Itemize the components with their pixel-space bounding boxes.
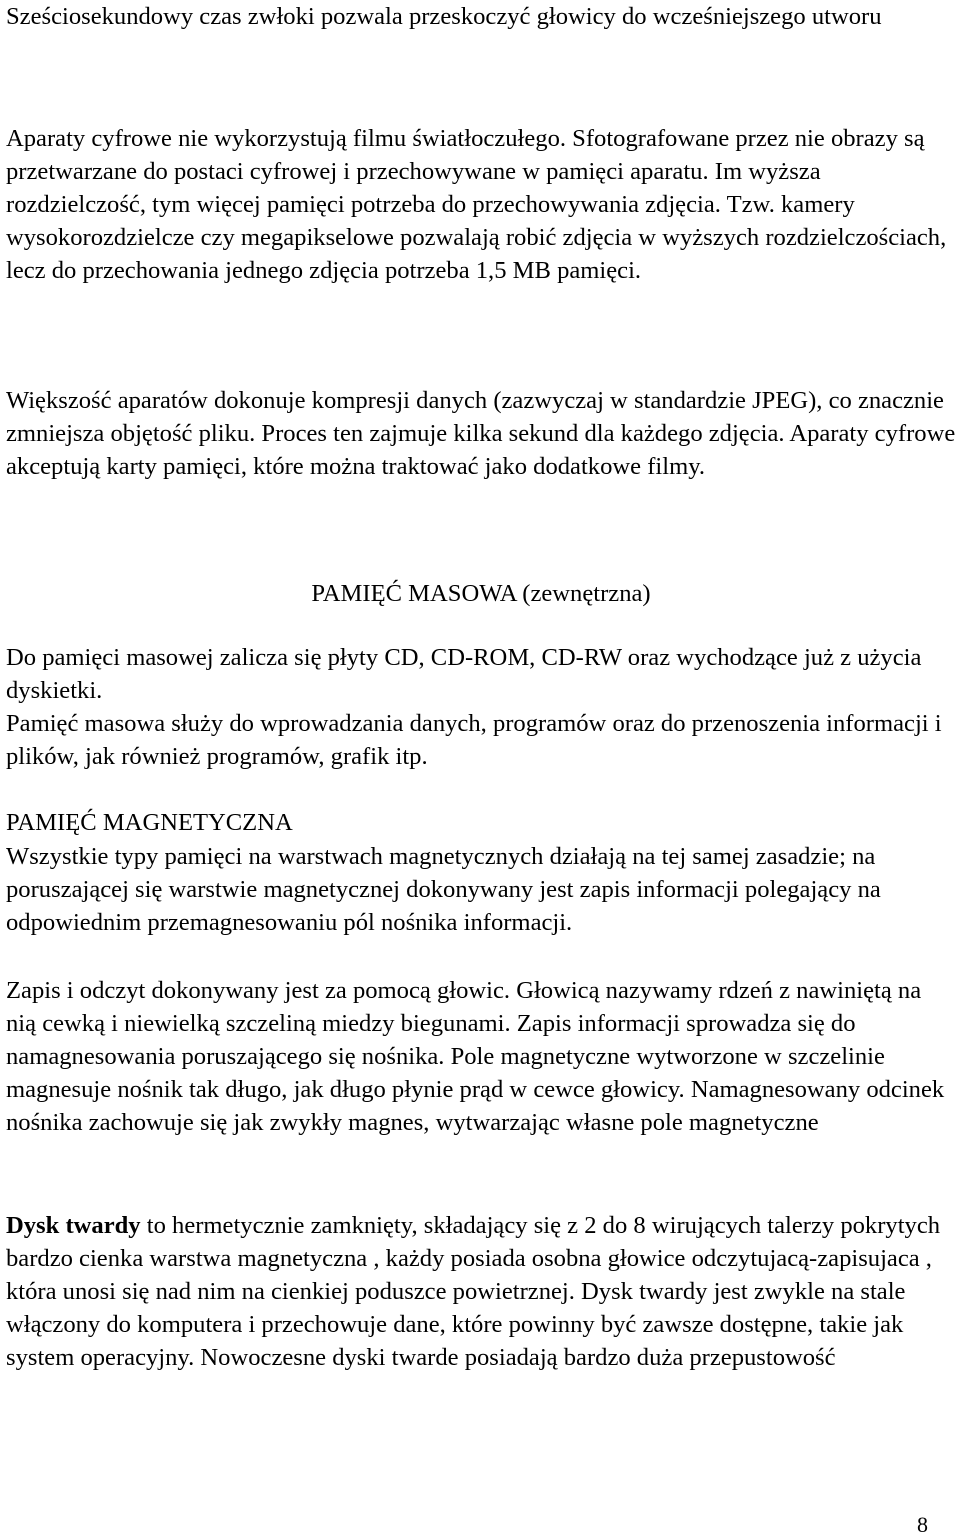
paragraph-audio-delay: Sześciosekundowy czas zwłoki pozwala przeskoczyć głowicy do wcześniejszego utworu xyxy=(6,3,882,30)
paragraph-magnetic-principle: Wszystkie typy pamięci na warstwach magnetycznych działają na tej samej zasadzie; na poruszającej się warstwie magnetycznej dokonywany jest zapis informacji polegający na odpowiednim przemagnesowaniu pól nośnika informacji. xyxy=(6,843,881,936)
paragraph-compression: Większość aparatów dokonuje kompresji danych (zazwyczaj w standardzie JPEG), co znacznie zmniejsza objętość pliku. Proces ten zajmuje kilka sekund dla każdego zdjęcia. Aparaty cyfrowe akceptują karty pamięci, które można traktować jako dodatkowe filmy. xyxy=(6,387,956,480)
hard-disk-description: to hermetycznie zamknięty, składający się z 2 do 8 wirujących talerzy pokrytych bardzo cienka warstwa magnetyczna , każdy posiada osobna głowice odczytujacą-zapisujaca , która unosi się nad nim na cienkiej poduszce powietrznej. Dysk twardy jest zwykle na stale włączony do komputera i przechowuje dane, które powinny być zawsze dostępne, takie jak system operacyjny. Nowoczesne dyski twarde posiadają bardzo duża przepustowość xyxy=(6,1212,941,1371)
term-hard-disk: Dysk twardy xyxy=(6,1212,141,1239)
paragraph-digital-cameras: Aparaty cyfrowe nie wykorzystują filmu światłoczułego. Sfotografowane przez nie obrazy są przetwarzane do postaci cyfrowej i przechowywane w pamięci aparatu. Im wyższa rozdzielczość, tym więcej pamięci potrzeba do przechowywania zdjęcia. Tzw. kamery wysokorozdzielcze czy megapikselowe pozwalają robić zdjęcia w wyższych rozdzielczościach, lecz do przechowania jednego zdjęcia potrzeba 1,5 MB pamięci. xyxy=(6,125,947,284)
paragraph-hard-disk xyxy=(6,1209,956,1374)
paragraph-mass-memory-types: Do pamięci masowej zalicza się płyty CD, CD-ROM, CD-RW oraz wychodzące już z użycia dyskietki. xyxy=(6,644,922,704)
paragraph-read-write-heads: Zapis i odczyt dokonywany jest za pomocą głowic. Głowicą nazywamy rdzeń z nawiniętą na nią cewką i niewielką szczeliną miedzy biegunami. Zapis informacji sprowadza się do namagnesowania poruszającego się nośnika. Pole magnetyczne wytworzone w szczelinie magnesuje nośnik tak długo, jak długo płynie prąd w cewce głowicy. Namagnesowany odcinek nośnika zachowuje się jak zwykły magnes, wytwarzając własne pole magnetyczne xyxy=(6,977,945,1136)
heading-mass-memory: PAMIĘĆ MASOWA (zewnętrzna) xyxy=(311,580,651,607)
heading-magnetic-memory: PAMIĘĆ MAGNETYCZNA xyxy=(6,809,293,836)
page-number: 8 xyxy=(917,1512,928,1537)
paragraph-mass-memory-usage: Pamięć masowa służy do wprowadzania danych, programów oraz do przenoszenia informacji i plików, jak również programów, grafik itp. xyxy=(6,710,942,770)
